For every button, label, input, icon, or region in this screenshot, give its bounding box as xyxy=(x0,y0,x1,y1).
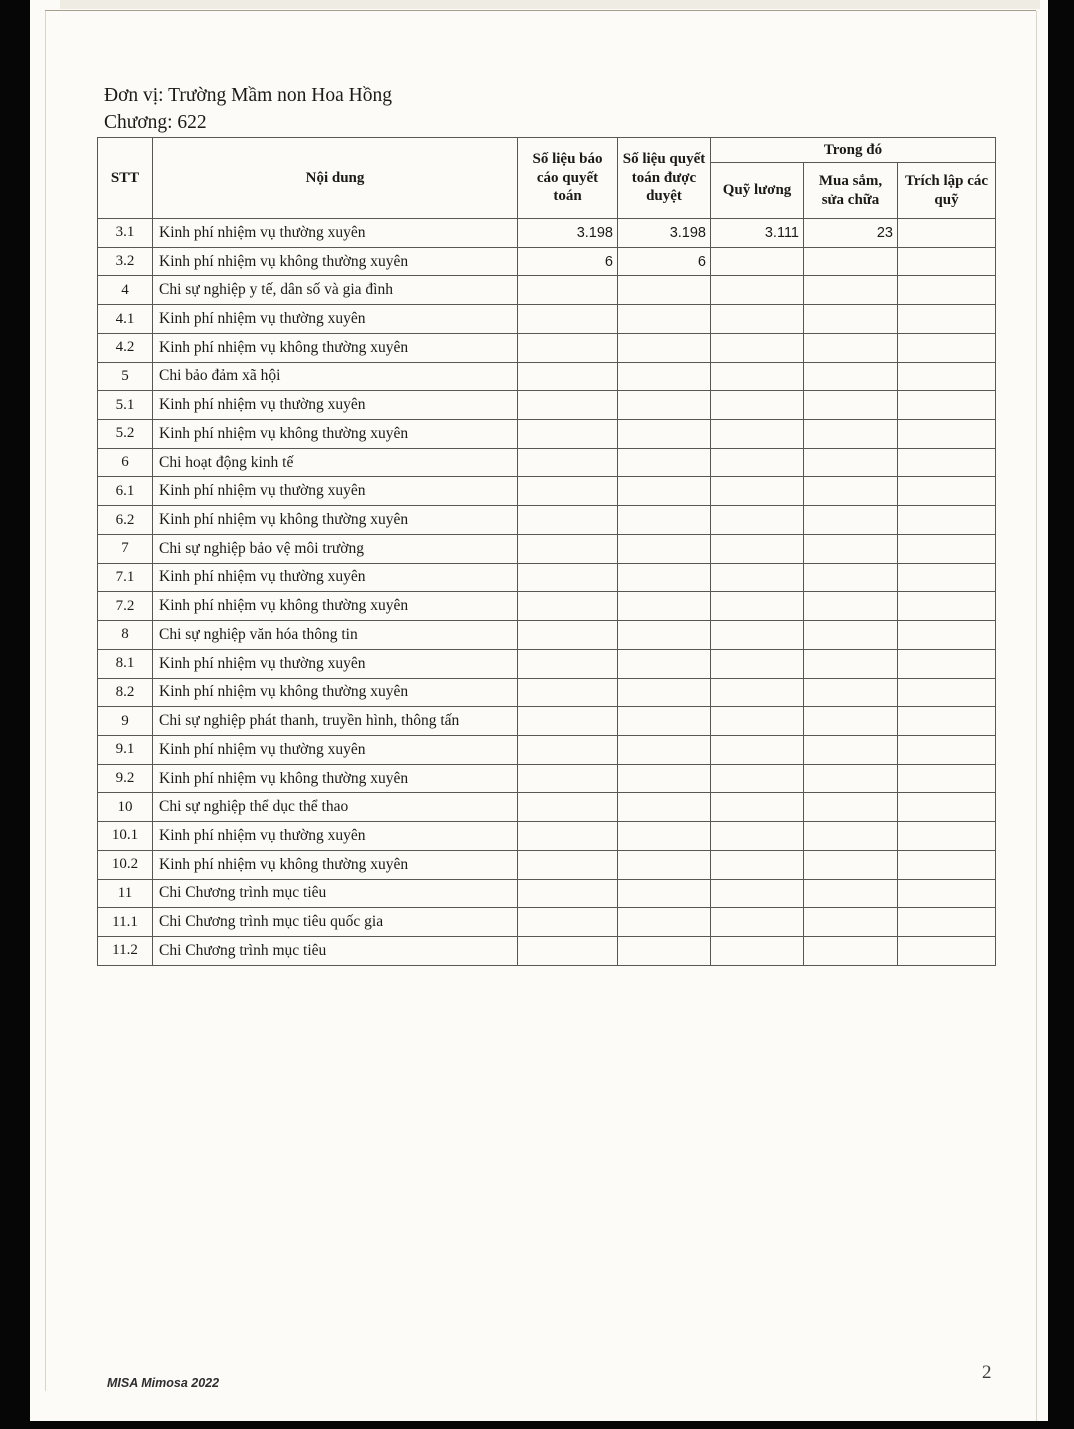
cell-mua-sam xyxy=(804,333,898,362)
cell-quy-luong xyxy=(711,420,804,449)
cell-so-lieu-duyet xyxy=(618,621,711,650)
header-so-lieu-bao-cao: Số liệu báo cáo quyết toán xyxy=(518,138,618,219)
cell-trich-lap xyxy=(898,649,996,678)
table-row xyxy=(98,247,996,276)
cell-so-lieu-bao-cao xyxy=(518,649,618,678)
settlement-report-table xyxy=(97,137,996,966)
table-row xyxy=(98,219,996,248)
cell-so-lieu-duyet xyxy=(618,936,711,965)
cell-so-lieu-duyet xyxy=(618,764,711,793)
table-row xyxy=(98,649,996,678)
cell-stt: 3.1 xyxy=(98,219,153,248)
cell-so-lieu-bao-cao xyxy=(518,305,618,334)
cell-mua-sam xyxy=(804,506,898,535)
cell-mua-sam xyxy=(804,649,898,678)
cell-quy-luong xyxy=(711,563,804,592)
cell-trich-lap xyxy=(898,563,996,592)
header-stt: STT xyxy=(98,138,153,219)
cell-mua-sam xyxy=(804,477,898,506)
table-row xyxy=(98,850,996,879)
header-quy-luong: Quỹ lương xyxy=(711,163,804,219)
cell-stt: 5 xyxy=(98,362,153,391)
cell-noi-dung: Chi Chương trình mục tiêu quốc gia xyxy=(153,908,518,937)
table-row xyxy=(98,822,996,851)
cell-so-lieu-bao-cao xyxy=(518,276,618,305)
cell-quy-luong xyxy=(711,362,804,391)
cell-so-lieu-bao-cao xyxy=(518,448,618,477)
scan-edge-artifact xyxy=(60,0,1040,9)
cell-so-lieu-bao-cao xyxy=(518,707,618,736)
paper-edge-line-right xyxy=(1036,11,1037,1421)
cell-stt: 8.1 xyxy=(98,649,153,678)
cell-so-lieu-duyet xyxy=(618,649,711,678)
cell-so-lieu-duyet xyxy=(618,592,711,621)
table-row xyxy=(98,333,996,362)
cell-noi-dung: Kinh phí nhiệm vụ không thường xuyên xyxy=(153,247,518,276)
cell-stt: 6.2 xyxy=(98,506,153,535)
cell-trich-lap xyxy=(898,420,996,449)
cell-so-lieu-duyet xyxy=(618,563,711,592)
cell-noi-dung: Kinh phí nhiệm vụ thường xuyên xyxy=(153,391,518,420)
chapter-line: Chương: 622 xyxy=(104,112,207,134)
cell-so-lieu-bao-cao xyxy=(518,391,618,420)
cell-noi-dung: Kinh phí nhiệm vụ không thường xuyên xyxy=(153,850,518,879)
header-so-lieu-duyet: Số liệu quyết toán được duyệt xyxy=(618,138,711,219)
cell-so-lieu-duyet xyxy=(618,879,711,908)
cell-noi-dung: Chi sự nghiệp bảo vệ môi trường xyxy=(153,534,518,563)
cell-trich-lap xyxy=(898,621,996,650)
cell-quy-luong xyxy=(711,649,804,678)
cell-mua-sam xyxy=(804,908,898,937)
cell-so-lieu-bao-cao xyxy=(518,879,618,908)
footer-brand: MISA Mimosa 2022 xyxy=(107,1376,220,1390)
cell-trich-lap xyxy=(898,936,996,965)
cell-trich-lap xyxy=(898,707,996,736)
cell-trich-lap xyxy=(898,534,996,563)
cell-trich-lap xyxy=(898,276,996,305)
cell-noi-dung: Kinh phí nhiệm vụ không thường xuyên xyxy=(153,678,518,707)
cell-so-lieu-duyet xyxy=(618,707,711,736)
paper-edge-line-top xyxy=(45,10,1036,11)
cell-trich-lap xyxy=(898,764,996,793)
cell-stt: 7.1 xyxy=(98,563,153,592)
cell-quy-luong xyxy=(711,879,804,908)
unit-line: Đơn vị: Trường Mầm non Hoa Hồng xyxy=(104,85,392,106)
cell-so-lieu-duyet xyxy=(618,391,711,420)
cell-quy-luong xyxy=(711,908,804,937)
cell-noi-dung: Chi sự nghiệp y tế, dân số và gia đình xyxy=(153,276,518,305)
header-trong-do: Trong đó xyxy=(711,138,996,163)
table-row xyxy=(98,362,996,391)
cell-so-lieu-duyet xyxy=(618,362,711,391)
cell-mua-sam xyxy=(804,707,898,736)
cell-so-lieu-duyet xyxy=(618,506,711,535)
cell-stt: 5.2 xyxy=(98,420,153,449)
cell-quy-luong xyxy=(711,333,804,362)
cell-stt: 11.1 xyxy=(98,908,153,937)
cell-mua-sam xyxy=(804,879,898,908)
cell-quy-luong: 3.111 xyxy=(711,219,804,248)
cell-noi-dung: Kinh phí nhiệm vụ không thường xuyên xyxy=(153,333,518,362)
cell-stt: 10.1 xyxy=(98,822,153,851)
table-row xyxy=(98,420,996,449)
cell-so-lieu-bao-cao xyxy=(518,420,618,449)
cell-quy-luong xyxy=(711,506,804,535)
header-noi-dung: Nội dung xyxy=(153,138,518,219)
cell-stt: 8.2 xyxy=(98,678,153,707)
cell-quy-luong xyxy=(711,707,804,736)
cell-stt: 9.2 xyxy=(98,764,153,793)
cell-noi-dung: Chi Chương trình mục tiêu xyxy=(153,879,518,908)
cell-mua-sam xyxy=(804,448,898,477)
cell-so-lieu-duyet xyxy=(618,850,711,879)
cell-stt: 6.1 xyxy=(98,477,153,506)
cell-stt: 5.1 xyxy=(98,391,153,420)
document-header xyxy=(104,82,392,137)
cell-so-lieu-duyet xyxy=(618,333,711,362)
table-row xyxy=(98,592,996,621)
cell-trich-lap xyxy=(898,822,996,851)
cell-noi-dung: Chi sự nghiệp văn hóa thông tin xyxy=(153,621,518,650)
cell-trich-lap xyxy=(898,219,996,248)
cell-so-lieu-duyet xyxy=(618,793,711,822)
cell-noi-dung: Kinh phí nhiệm vụ không thường xuyên xyxy=(153,420,518,449)
cell-so-lieu-duyet xyxy=(618,908,711,937)
cell-mua-sam xyxy=(804,305,898,334)
header-mua-sam: Mua sắm, sửa chữa xyxy=(804,163,898,219)
cell-stt: 9 xyxy=(98,707,153,736)
cell-so-lieu-bao-cao xyxy=(518,621,618,650)
cell-quy-luong xyxy=(711,764,804,793)
cell-stt: 11 xyxy=(98,879,153,908)
cell-trich-lap xyxy=(898,678,996,707)
cell-noi-dung: Chi Chương trình mục tiêu xyxy=(153,936,518,965)
cell-so-lieu-bao-cao xyxy=(518,678,618,707)
cell-trich-lap xyxy=(898,879,996,908)
cell-so-lieu-duyet xyxy=(618,534,711,563)
cell-mua-sam xyxy=(804,621,898,650)
cell-so-lieu-bao-cao xyxy=(518,822,618,851)
cell-stt: 10 xyxy=(98,793,153,822)
cell-so-lieu-bao-cao xyxy=(518,850,618,879)
cell-trich-lap xyxy=(898,850,996,879)
cell-mua-sam xyxy=(804,276,898,305)
cell-so-lieu-duyet: 3.198 xyxy=(618,219,711,248)
table-row xyxy=(98,534,996,563)
paper-edge-line-left xyxy=(45,11,46,1391)
page-number: 2 xyxy=(982,1362,992,1383)
cell-quy-luong xyxy=(711,592,804,621)
table-row xyxy=(98,563,996,592)
cell-so-lieu-duyet xyxy=(618,477,711,506)
cell-so-lieu-bao-cao xyxy=(518,506,618,535)
cell-so-lieu-bao-cao xyxy=(518,534,618,563)
table-row xyxy=(98,936,996,965)
cell-so-lieu-bao-cao xyxy=(518,764,618,793)
cell-so-lieu-bao-cao xyxy=(518,563,618,592)
table-row xyxy=(98,735,996,764)
cell-mua-sam xyxy=(804,822,898,851)
cell-noi-dung: Chi hoạt động kinh tế xyxy=(153,448,518,477)
cell-quy-luong xyxy=(711,305,804,334)
cell-trich-lap xyxy=(898,333,996,362)
cell-mua-sam xyxy=(804,391,898,420)
cell-quy-luong xyxy=(711,822,804,851)
cell-quy-luong xyxy=(711,477,804,506)
cell-quy-luong xyxy=(711,793,804,822)
table-row xyxy=(98,879,996,908)
cell-so-lieu-bao-cao xyxy=(518,793,618,822)
cell-so-lieu-bao-cao xyxy=(518,936,618,965)
cell-mua-sam xyxy=(804,420,898,449)
cell-mua-sam: 23 xyxy=(804,219,898,248)
cell-mua-sam xyxy=(804,764,898,793)
table-row xyxy=(98,506,996,535)
table-row xyxy=(98,764,996,793)
cell-mua-sam xyxy=(804,247,898,276)
cell-quy-luong xyxy=(711,448,804,477)
cell-trich-lap xyxy=(898,362,996,391)
cell-stt: 4 xyxy=(98,276,153,305)
cell-noi-dung: Kinh phí nhiệm vụ thường xuyên xyxy=(153,219,518,248)
cell-noi-dung: Chi bảo đảm xã hội xyxy=(153,362,518,391)
table-row xyxy=(98,391,996,420)
cell-stt: 7 xyxy=(98,534,153,563)
cell-quy-luong xyxy=(711,276,804,305)
cell-trich-lap xyxy=(898,391,996,420)
cell-noi-dung: Kinh phí nhiệm vụ không thường xuyên xyxy=(153,506,518,535)
table-row xyxy=(98,678,996,707)
cell-so-lieu-bao-cao xyxy=(518,477,618,506)
cell-quy-luong xyxy=(711,534,804,563)
cell-so-lieu-duyet xyxy=(618,678,711,707)
cell-trich-lap xyxy=(898,305,996,334)
cell-quy-luong xyxy=(711,735,804,764)
cell-trich-lap xyxy=(898,506,996,535)
cell-quy-luong xyxy=(711,247,804,276)
cell-noi-dung: Kinh phí nhiệm vụ thường xuyên xyxy=(153,735,518,764)
cell-so-lieu-duyet xyxy=(618,448,711,477)
cell-noi-dung: Kinh phí nhiệm vụ thường xuyên xyxy=(153,822,518,851)
cell-so-lieu-duyet xyxy=(618,276,711,305)
cell-stt: 10.2 xyxy=(98,850,153,879)
cell-so-lieu-duyet xyxy=(618,822,711,851)
cell-noi-dung: Chi sự nghiệp thể dục thể thao xyxy=(153,793,518,822)
cell-noi-dung: Kinh phí nhiệm vụ thường xuyên xyxy=(153,305,518,334)
cell-mua-sam xyxy=(804,678,898,707)
cell-mua-sam xyxy=(804,362,898,391)
cell-noi-dung: Kinh phí nhiệm vụ không thường xuyên xyxy=(153,592,518,621)
table-row xyxy=(98,276,996,305)
table-row xyxy=(98,908,996,937)
cell-mua-sam xyxy=(804,534,898,563)
table-row xyxy=(98,448,996,477)
cell-stt: 4.1 xyxy=(98,305,153,334)
cell-so-lieu-bao-cao xyxy=(518,333,618,362)
cell-mua-sam xyxy=(804,850,898,879)
cell-so-lieu-bao-cao xyxy=(518,592,618,621)
cell-trich-lap xyxy=(898,247,996,276)
cell-so-lieu-bao-cao: 6 xyxy=(518,247,618,276)
cell-so-lieu-bao-cao xyxy=(518,908,618,937)
cell-so-lieu-bao-cao xyxy=(518,735,618,764)
cell-noi-dung: Chi sự nghiệp phát thanh, truyền hình, thông tấn xyxy=(153,707,518,736)
cell-stt: 7.2 xyxy=(98,592,153,621)
table-row xyxy=(98,305,996,334)
cell-mua-sam xyxy=(804,793,898,822)
cell-trich-lap xyxy=(898,735,996,764)
cell-quy-luong xyxy=(711,621,804,650)
cell-so-lieu-duyet xyxy=(618,735,711,764)
cell-stt: 6 xyxy=(98,448,153,477)
cell-noi-dung: Kinh phí nhiệm vụ không thường xuyên xyxy=(153,764,518,793)
cell-trich-lap xyxy=(898,592,996,621)
cell-so-lieu-bao-cao xyxy=(518,362,618,391)
cell-mua-sam xyxy=(804,592,898,621)
cell-trich-lap xyxy=(898,908,996,937)
table-row xyxy=(98,621,996,650)
cell-noi-dung: Kinh phí nhiệm vụ thường xuyên xyxy=(153,477,518,506)
cell-mua-sam xyxy=(804,936,898,965)
cell-stt: 8 xyxy=(98,621,153,650)
cell-stt: 11.2 xyxy=(98,936,153,965)
cell-mua-sam xyxy=(804,735,898,764)
table-row xyxy=(98,707,996,736)
cell-stt: 9.1 xyxy=(98,735,153,764)
cell-mua-sam xyxy=(804,563,898,592)
cell-stt: 3.2 xyxy=(98,247,153,276)
cell-trich-lap xyxy=(898,448,996,477)
cell-quy-luong xyxy=(711,391,804,420)
cell-noi-dung: Kinh phí nhiệm vụ thường xuyên xyxy=(153,649,518,678)
cell-quy-luong xyxy=(711,850,804,879)
header-trich-lap: Trích lập các quỹ xyxy=(898,163,996,219)
cell-noi-dung: Kinh phí nhiệm vụ thường xuyên xyxy=(153,563,518,592)
cell-so-lieu-bao-cao: 3.198 xyxy=(518,219,618,248)
cell-quy-luong xyxy=(711,678,804,707)
cell-trich-lap xyxy=(898,793,996,822)
cell-so-lieu-duyet xyxy=(618,305,711,334)
cell-quy-luong xyxy=(711,936,804,965)
table-row xyxy=(98,793,996,822)
cell-so-lieu-duyet: 6 xyxy=(618,247,711,276)
table-row xyxy=(98,477,996,506)
cell-stt: 4.2 xyxy=(98,333,153,362)
cell-so-lieu-duyet xyxy=(618,420,711,449)
cell-trich-lap xyxy=(898,477,996,506)
